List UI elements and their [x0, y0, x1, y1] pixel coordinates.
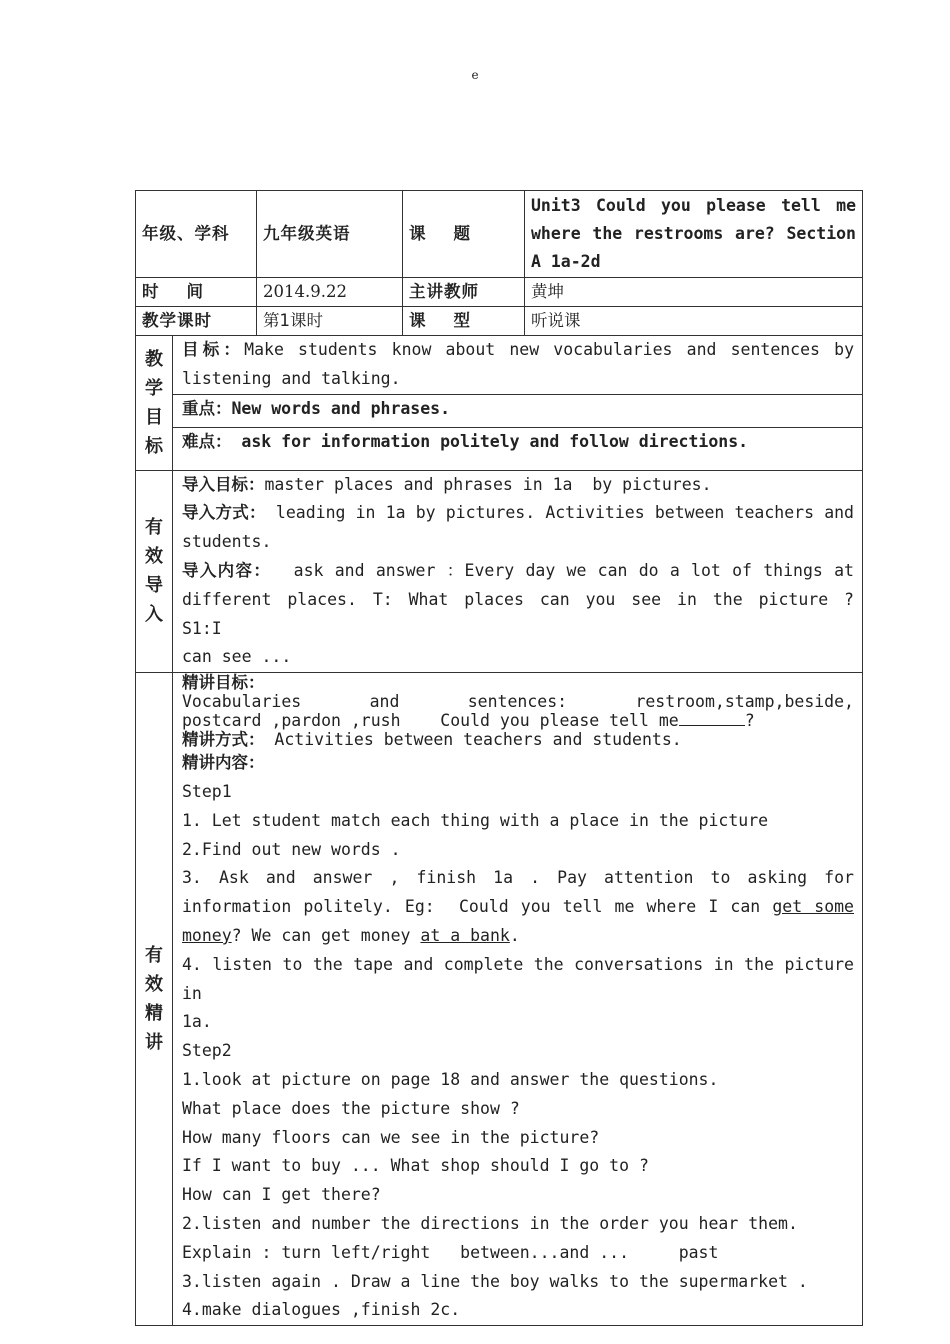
goals-side-label: 教 学 目 标 — [136, 336, 173, 471]
lesson-plan-table — [135, 190, 894, 1326]
goals-difficult-point: 难点： ask for information politely and follow directions. — [173, 427, 863, 470]
topic-value: Unit3 Could you please tell me where the restrooms are? Section A 1a-2d — [525, 191, 863, 278]
fill-in-blank — [679, 711, 745, 726]
period-label: 教学课时 — [136, 307, 257, 336]
topic-label: 课 题 — [403, 191, 525, 278]
type-label: 课 型 — [403, 307, 525, 336]
teacher-value: 黄坤 — [525, 278, 863, 307]
header-row-time — [136, 278, 863, 307]
teach-content: 精讲目标： Vocabularies and sentences: restroom,stamp,beside, postcard ,pardon ,rush Could you please tell me ? 精讲方式： Activities between teachers and students. 精讲内容： Step1 1. Let student match each thing with a place in the picture 2.Find out new words . 3. Ask and answer , finish 1a . Pay attention to asking for information politely. Eg: Could you tell me where I can get some money? We can get money at a bank. 4. listen to the tape and complete the conversations in the picture in 1a. Step2 1.look at picture on page 18 and answer the questions. What place does the picture show ? How many floors can we see in the picture? If I want to buy ... What shop should I go to ? How can I get there? 2.listen and number the directions in the order you hear them. Explain : turn left/right between...and ... past 3.listen again . Draw a line the boy walks to the supermarket . 4.make dialogues ,finish 2c. — [173, 673, 863, 1326]
header-row-period — [136, 307, 863, 336]
intro-content: 导入目标：master places and phrases in 1a by pictures. 导入方式： leading in 1a by pictures. Activities between teachers and students. 导入内容： ask and answer ：Every day we can do a lot of things at different places. T: What places can you see in the picture ? S1:I can see ... — [173, 470, 863, 673]
intro-side-label: 有 效 导 入 — [136, 470, 173, 673]
teach-side-label: 有 效 精 讲 — [136, 673, 173, 1326]
time-value: 2014.9.22 — [257, 278, 403, 307]
page-header-mark: e — [471, 68, 479, 82]
teach-row — [136, 673, 863, 1326]
goals-target: 目标：Make students know about new vocabularies and sentences by listening and talking. — [173, 336, 863, 395]
type-value: 听说课 — [525, 307, 863, 336]
intro-row — [136, 470, 863, 673]
goals-difficult-row — [136, 427, 863, 470]
header-row-grade — [136, 191, 863, 278]
time-label: 时 间 — [136, 278, 257, 307]
goals-key-point: 重点：New words and phrases. — [173, 394, 863, 427]
goals-target-row — [136, 336, 863, 395]
teacher-label: 主讲教师 — [403, 278, 525, 307]
grade-label: 年级、学科 — [136, 191, 257, 278]
grade-value: 九年级英语 — [257, 191, 403, 278]
period-value: 第1课时 — [257, 307, 403, 336]
goals-key-row — [136, 394, 863, 427]
